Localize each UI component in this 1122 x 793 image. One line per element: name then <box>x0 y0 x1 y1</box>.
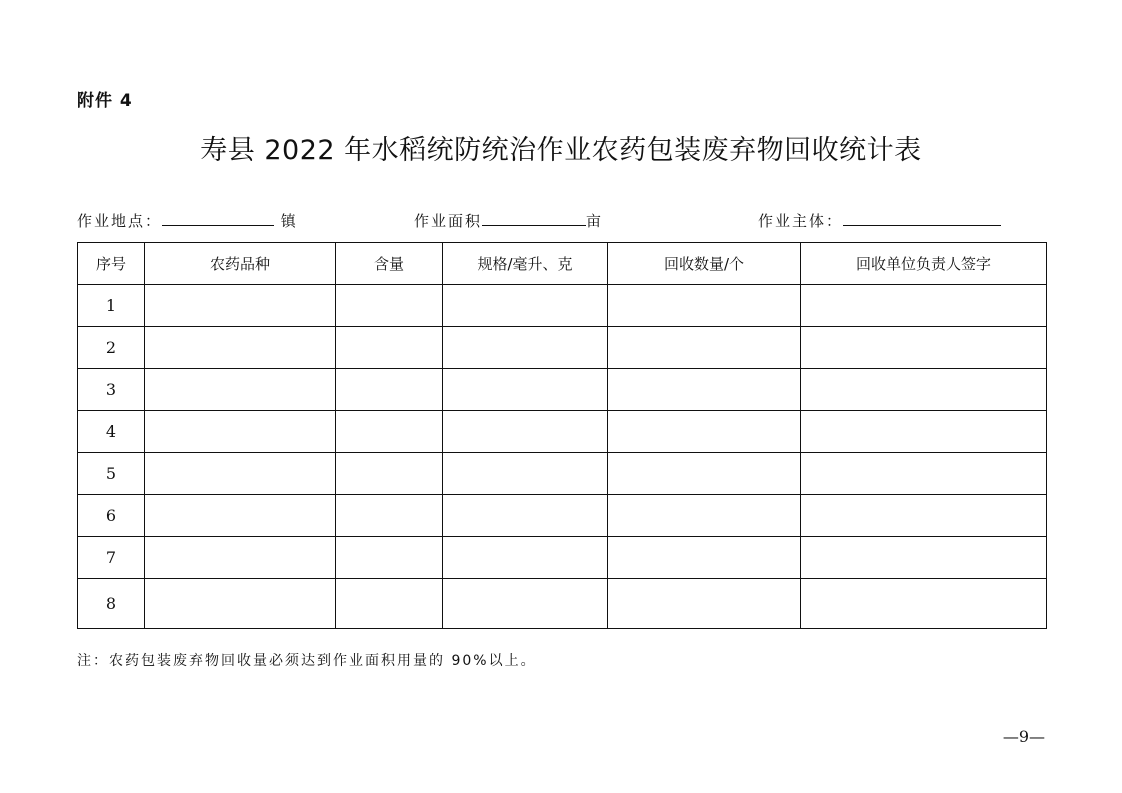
row-index: 4 <box>78 411 145 453</box>
cell-spec[interactable] <box>443 285 608 327</box>
cell-content[interactable] <box>336 579 443 629</box>
cell-quantity[interactable] <box>608 327 801 369</box>
cell-pesticide[interactable] <box>145 327 336 369</box>
cell-content[interactable] <box>336 327 443 369</box>
area-label: 作业面积 <box>414 212 483 230</box>
table-row <box>78 369 1047 411</box>
row-index: 7 <box>78 537 145 579</box>
cell-content[interactable] <box>336 369 443 411</box>
recycling-table <box>77 242 1047 629</box>
cell-pesticide[interactable] <box>145 285 336 327</box>
cell-content[interactable] <box>336 495 443 537</box>
cell-spec[interactable] <box>443 537 608 579</box>
cell-spec[interactable] <box>443 369 608 411</box>
col-header-content: 含量 <box>336 243 443 285</box>
table-row <box>78 579 1047 629</box>
table-row <box>78 495 1047 537</box>
row-index: 1 <box>78 285 145 327</box>
operator-blank[interactable] <box>843 211 1001 226</box>
cell-content[interactable] <box>336 537 443 579</box>
table-row <box>78 411 1047 453</box>
table-header-row <box>78 243 1047 285</box>
cell-signature[interactable] <box>801 495 1047 537</box>
annex-label: 附件 4 <box>77 91 133 111</box>
col-header-quantity: 回收数量/个 <box>608 243 801 285</box>
row-index: 6 <box>78 495 145 537</box>
table-row <box>78 537 1047 579</box>
row-index: 2 <box>78 327 145 369</box>
location-blank[interactable] <box>162 211 274 226</box>
page-number: —9— <box>1002 727 1045 746</box>
cell-pesticide[interactable] <box>145 495 336 537</box>
cell-pesticide[interactable] <box>145 579 336 629</box>
table-row <box>78 453 1047 495</box>
col-header-signature: 回收单位负责人签字 <box>801 243 1047 285</box>
cell-quantity[interactable] <box>608 537 801 579</box>
cell-spec[interactable] <box>443 495 608 537</box>
cell-content[interactable] <box>336 285 443 327</box>
row-index: 8 <box>78 579 145 629</box>
cell-signature[interactable] <box>801 369 1047 411</box>
col-header-spec: 规格/毫升、克 <box>443 243 608 285</box>
cell-quantity[interactable] <box>608 579 801 629</box>
area-blank[interactable] <box>482 211 586 226</box>
cell-signature[interactable] <box>801 411 1047 453</box>
cell-signature[interactable] <box>801 537 1047 579</box>
cell-pesticide[interactable] <box>145 453 336 495</box>
footnote: 注：农药包装废弃物回收量必须达到作业面积用量的 90%以上。 <box>77 653 537 669</box>
cell-quantity[interactable] <box>608 369 801 411</box>
location-label: 作业地点： <box>77 212 163 230</box>
operator-label: 作业主体： <box>758 212 844 230</box>
table-row <box>78 285 1047 327</box>
location-field <box>77 210 298 231</box>
cell-pesticide[interactable] <box>145 537 336 579</box>
cell-signature[interactable] <box>801 327 1047 369</box>
cell-quantity[interactable] <box>608 411 801 453</box>
col-header-index: 序号 <box>78 243 145 285</box>
cell-signature[interactable] <box>801 285 1047 327</box>
page-title: 寿县 2022 年水稻统防统治作业农药包装废弃物回收统计表 <box>200 135 922 166</box>
location-suffix: 镇 <box>280 212 298 230</box>
cell-spec[interactable] <box>443 411 608 453</box>
cell-content[interactable] <box>336 453 443 495</box>
cell-quantity[interactable] <box>608 495 801 537</box>
row-index: 3 <box>78 369 145 411</box>
cell-signature[interactable] <box>801 579 1047 629</box>
cell-spec[interactable] <box>443 327 608 369</box>
cell-content[interactable] <box>336 411 443 453</box>
cell-spec[interactable] <box>443 579 608 629</box>
cell-spec[interactable] <box>443 453 608 495</box>
col-header-pesticide: 农药品种 <box>145 243 336 285</box>
cell-pesticide[interactable] <box>145 411 336 453</box>
area-field <box>414 210 603 231</box>
cell-pesticide[interactable] <box>145 369 336 411</box>
cell-quantity[interactable] <box>608 285 801 327</box>
cell-quantity[interactable] <box>608 453 801 495</box>
table-row <box>78 327 1047 369</box>
area-unit: 亩 <box>586 212 604 230</box>
cell-signature[interactable] <box>801 453 1047 495</box>
row-index: 5 <box>78 453 145 495</box>
operator-field <box>758 210 1001 231</box>
